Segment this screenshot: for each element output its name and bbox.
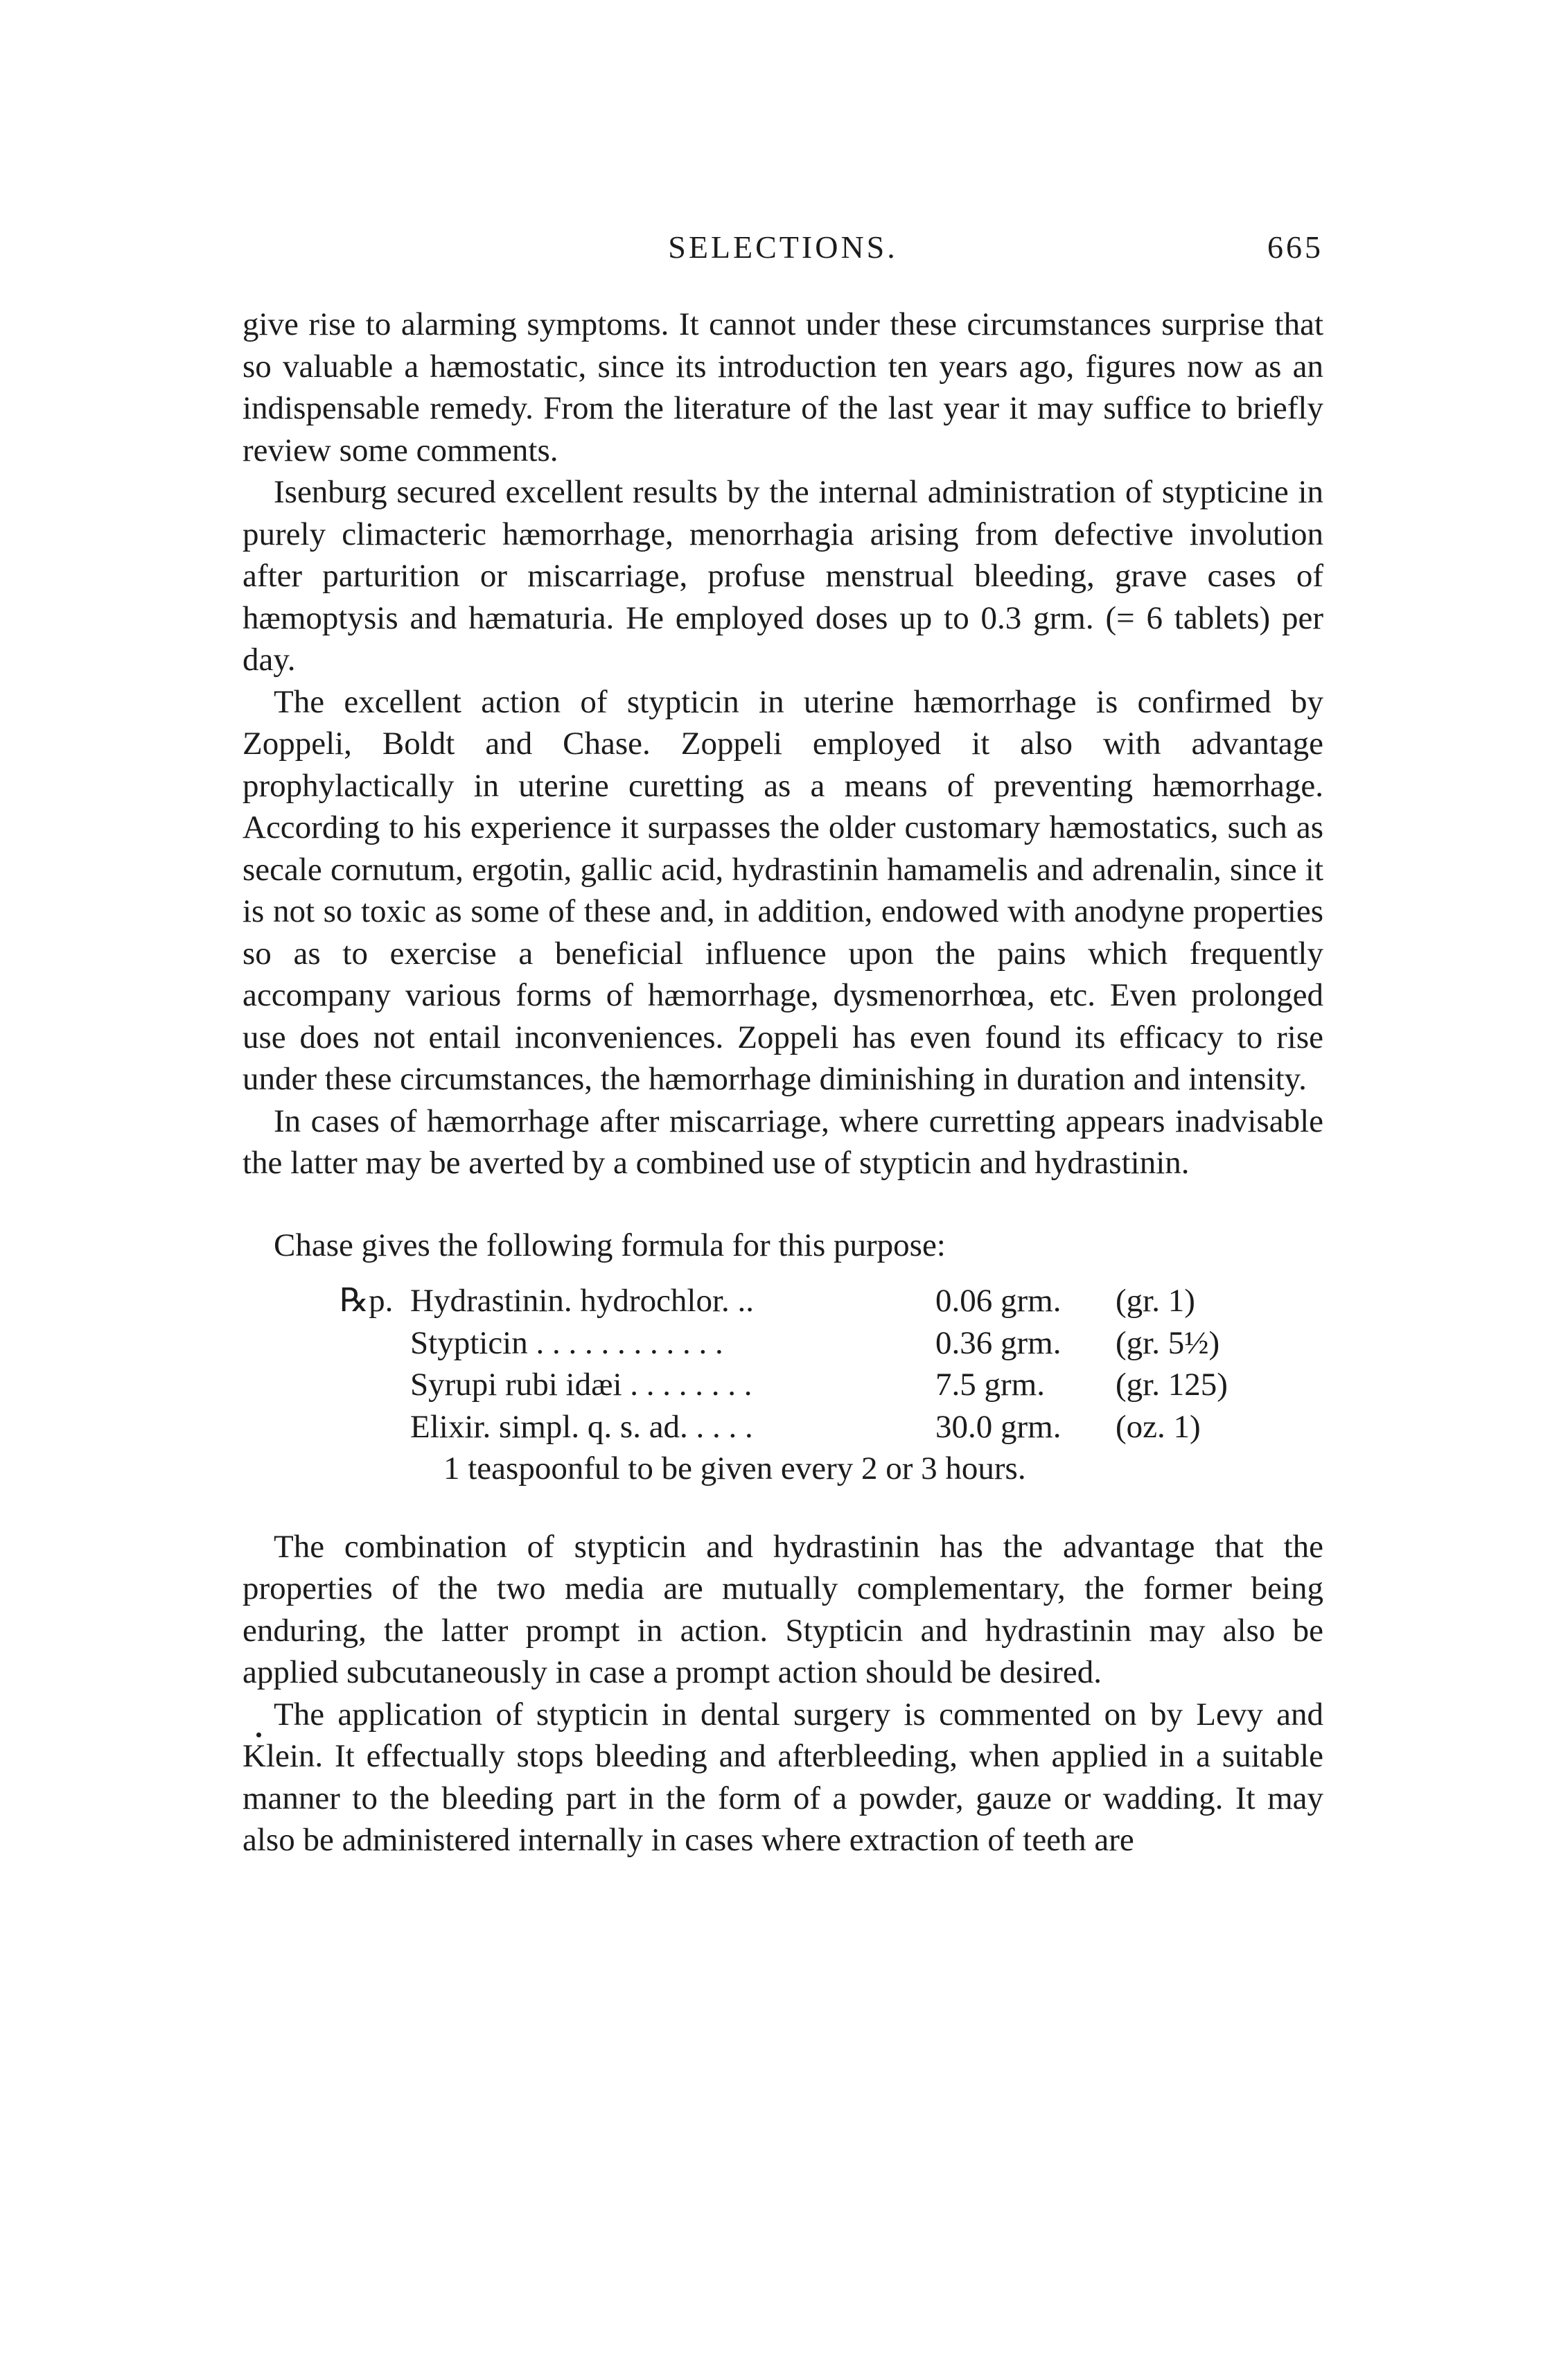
- formula-ingredient: Stypticin . . . . . . . . . . . .: [410, 1324, 723, 1361]
- formula-ingredient: Syrupi rubi idæi . . . . . . . .: [410, 1367, 752, 1403]
- running-head: [243, 229, 1323, 270]
- running-title: SELECTIONS.: [668, 229, 898, 265]
- formula-amount: 0.36 grm.: [935, 1324, 1062, 1361]
- formula-ingredient: Elixir. simpl. q. s. ad. . . . .: [410, 1408, 753, 1445]
- formula-ingredient: Hydrastinin. hydrochlor. ..: [410, 1283, 755, 1319]
- recipe-symbol: ℞p.: [340, 1283, 394, 1319]
- paragraph-7: The application of stypticin in dental surgery is commented on by Levy and Klein. It effectually stops bleeding and afterbleeding, when applied in a suitable manner to the bleeding part in the form of a powder, gauze or wadding. It may also be administered internally in cases where extraction of teeth are: [243, 1696, 1323, 1858]
- prescription-formula: [243, 1280, 1323, 1490]
- formula-row: [243, 1406, 1323, 1448]
- formula-alt-amount: (oz. 1): [1116, 1408, 1201, 1445]
- page-number: 665: [1267, 229, 1323, 265]
- paragraph-3: The excellent action of stypticin in uterine hæmorrhage is confirmed by Zoppeli, Boldt and Chase. Zoppeli employed it also with advantage prophylactically in uterine curetting as a means of preventing hæmorrhage. According to his experience it surpasses the older customary hæmostatics, such as secale cornutum, ergotin, gallic acid, hydrastinin hamamelis and adrenalin, since it is not so toxic as some of these and, in addition, endowed with anodyne properties so as to exercise a beneficial influence upon the pains which frequently accompany various forms of hæmorrhage, dysmenorrhœa, etc. Even prolonged use does not entail inconveniences. Zoppeli has even found its efficacy to rise under these circumstances, the hæmorrhage diminishing in duration and intensity.: [243, 683, 1323, 1097]
- formula-row: [243, 1280, 1323, 1322]
- paragraph-6: The combination of stypticin and hydrastinin has the advantage that the properties of the two media are mutually complementary, the former being enduring, the latter prompt in action. Stypticin and hydrastinin may also be applied subcutaneously in case a prompt action should be desired.: [243, 1528, 1323, 1690]
- formula-amount: 7.5 grm.: [935, 1367, 1045, 1403]
- paragraph-1: give rise to alarming symptoms. It cannot under these circumstances surprise that so valuable a hæmostatic, since its introduction ten years ago, figures now as an indispensable remedy. From the literature of the last year it may suffice to briefly review some comments.: [243, 306, 1323, 468]
- formula-alt-amount: (gr. 5½): [1116, 1324, 1220, 1361]
- ink-speck: [256, 1733, 261, 1737]
- formula-row: [243, 1322, 1323, 1365]
- formula-alt-amount: (gr. 1): [1116, 1283, 1195, 1319]
- paragraph-4: In cases of hæmorrhage after miscarriage, where curretting appears inadvisable the latter may be averted by a combined use of stypticin and hydrastinin.: [243, 1103, 1323, 1181]
- formula-directions: 1 teaspoonful to be given every 2 or 3 hours.: [443, 1450, 1026, 1486]
- body-text: [243, 304, 1323, 1861]
- formula-amount: 30.0 grm.: [935, 1408, 1062, 1445]
- paragraph-2: Isenburg secured excellent results by the internal administration of stypticine in purely climacteric hæmorrhage, menorrhagia arising from defective involution after parturition or miscarriage, profuse menstrual bleeding, grave cases of hæmoptysis and hæmaturia. He employed doses up to 0.3 grm. (= 6 tablets) per day.: [243, 474, 1323, 678]
- formula-amount: 0.06 grm.: [935, 1283, 1062, 1319]
- formula-row: [243, 1364, 1323, 1406]
- formula-alt-amount: (gr. 125): [1116, 1367, 1228, 1403]
- paragraph-5: Chase gives the following formula for this purpose:: [274, 1227, 946, 1263]
